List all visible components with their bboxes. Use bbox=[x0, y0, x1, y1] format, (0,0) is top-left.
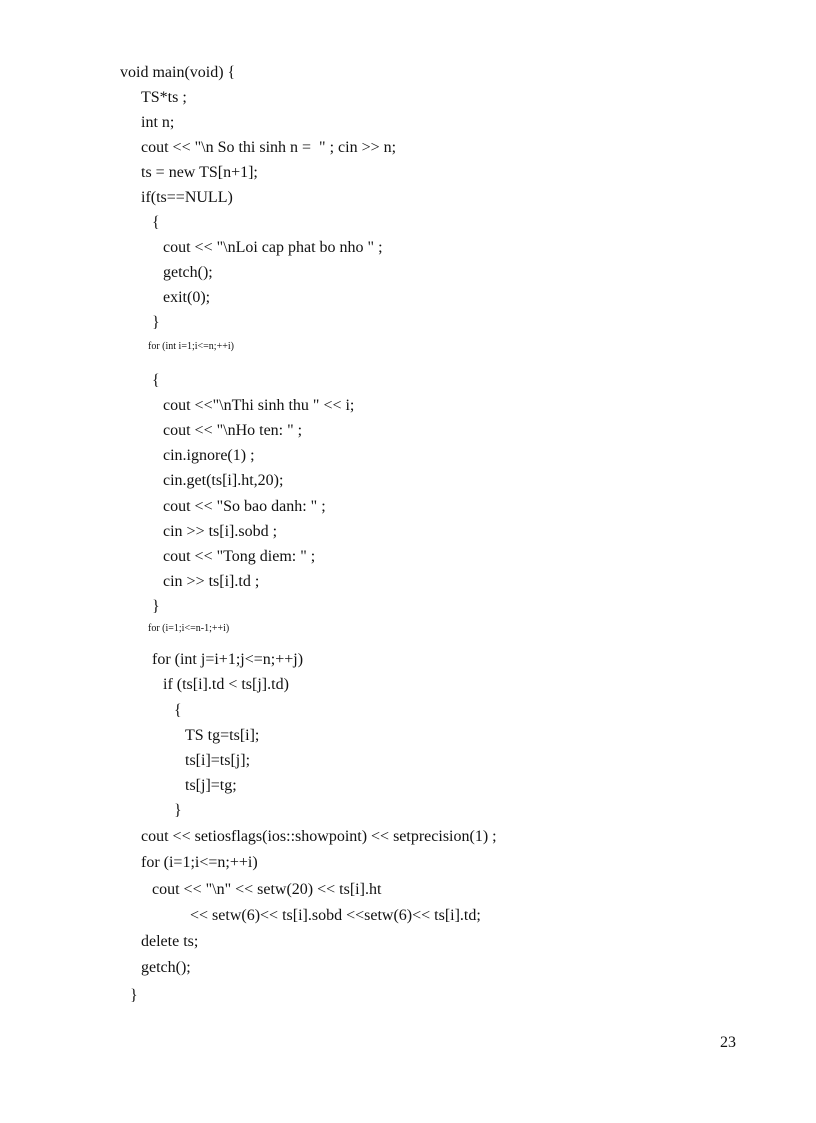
code-line: } bbox=[152, 598, 160, 615]
code-line: ts[i]=ts[j]; bbox=[185, 752, 251, 769]
code-line: cin.get(ts[i].ht,20); bbox=[163, 472, 284, 489]
code-line: cin >> ts[i].td ; bbox=[163, 573, 260, 590]
code-line: { bbox=[174, 702, 182, 719]
code-line: cin.ignore(1) ; bbox=[163, 447, 255, 464]
code-line: for (int j=i+1;j<=n;++j) bbox=[152, 651, 304, 668]
code-line: cout << "\n So thi sinh n = " ; cin >> n; bbox=[141, 139, 397, 156]
code-line: if (ts[i].td < ts[j].td) bbox=[163, 676, 289, 693]
code-line: delete ts; bbox=[141, 933, 199, 950]
code-line: getch(); bbox=[163, 264, 213, 281]
code-line: ts = new TS[n+1]; bbox=[141, 164, 258, 181]
code-line: void main(void) { bbox=[120, 64, 236, 81]
code-line: cin >> ts[i].sobd ; bbox=[163, 523, 278, 540]
code-line: if(ts==NULL) bbox=[141, 189, 233, 206]
code-line: { bbox=[152, 372, 160, 389]
code-line: TS*ts ; bbox=[141, 89, 187, 106]
code-line: cout << "Tong diem: " ; bbox=[163, 548, 316, 565]
code-line: getch(); bbox=[141, 959, 191, 976]
code-line: } bbox=[130, 987, 138, 1004]
code-line: for (int i=1;i<=n;++i) bbox=[148, 341, 234, 352]
code-line: ts[j]=tg; bbox=[185, 777, 237, 794]
code-line: cout << "\nHo ten: " ; bbox=[163, 422, 303, 439]
code-line: { bbox=[152, 214, 160, 231]
code-line: cout <<"\nThi sinh thu " << i; bbox=[163, 397, 355, 414]
code-line: cout << "\n" << setw(20) << ts[i].ht bbox=[152, 881, 382, 898]
page-number: 23 bbox=[720, 1034, 736, 1051]
code-line: cout << "So bao danh: " ; bbox=[163, 498, 326, 515]
code-line: cout << "\nLoi cap phat bo nho " ; bbox=[163, 239, 383, 256]
code-line: } bbox=[152, 314, 160, 331]
code-line: TS tg=ts[i]; bbox=[185, 727, 260, 744]
code-line: } bbox=[174, 802, 182, 819]
code-line: exit(0); bbox=[163, 289, 211, 306]
code-line: for (i=1;i<=n;++i) bbox=[141, 854, 258, 871]
code-line: int n; bbox=[141, 114, 175, 131]
code-line: for (i=1;i<=n-1;++i) bbox=[148, 623, 230, 634]
code-line: << setw(6)<< ts[i].sobd <<setw(6)<< ts[i].td; bbox=[190, 907, 481, 924]
code-line: cout << setiosflags(ios::showpoint) << setprecision(1) ; bbox=[141, 828, 497, 845]
